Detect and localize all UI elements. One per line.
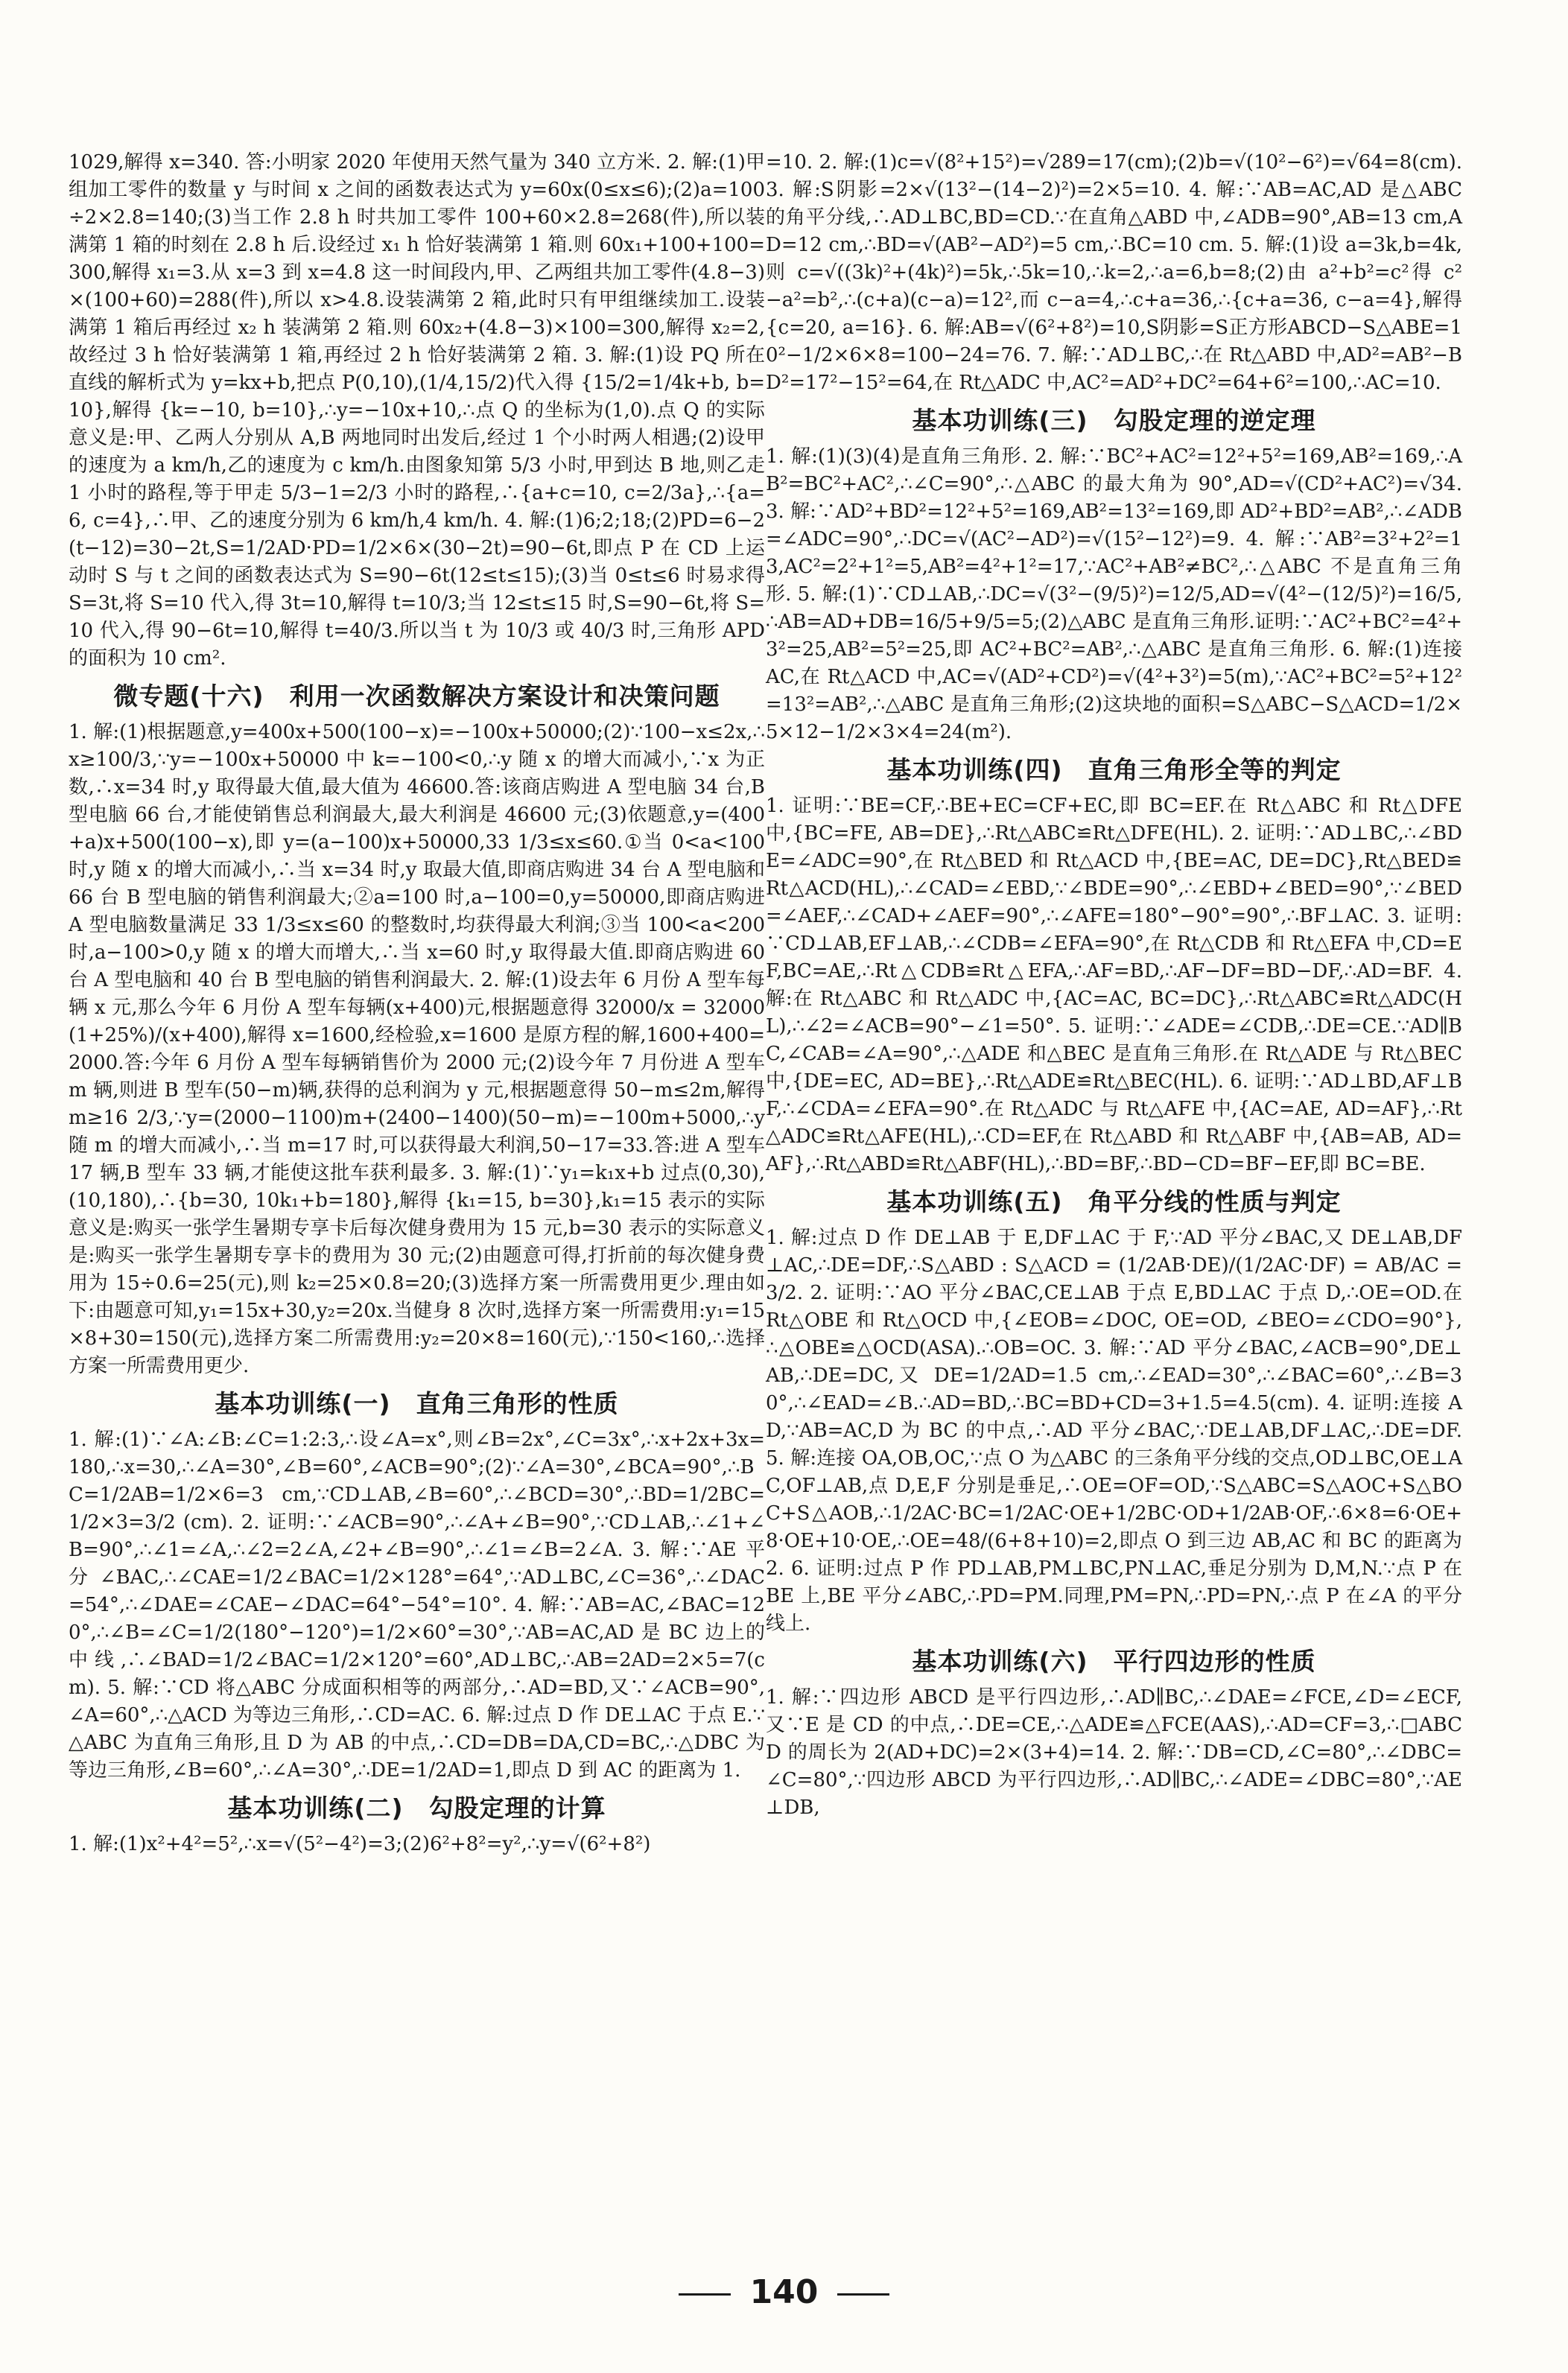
left-column [69, 149, 765, 1864]
answer-paragraph: =10. 2. 解:(1)c=√(8²+15²)=√289=17(cm);(2)b=√(10²−6²)=√64=8(cm). 3. 解:S阴影=2×√(13²−(14−2)²)=2×5=10. 4. 解:∵AB=AC,AD 是△ABC 的角平分线,∴AD⊥BC,BD=CD.∵在直角△ABD 中,∠ADB=90°,AB=13 cm,AD=12 cm,∴BD=√(AB²−AD²)=5 cm,∴BC=10 cm. 5. 解:(1)设 a=3k,b=4k,则 c=√((3k)²+(4k)²)=5k,∴5k=10,∴k=2,∴a=6,b=8;(2)由 a²+b²=c²得 c²−a²=b²,∴(c+a)(c−a)=12²,而 c−a=4,∴c+a=36,∴{c+a=36, c−a=4},解得 {c=20, a=16}. 6. 解:AB=√(6²+8²)=10,S阴影=S正方形ABCD−S△ABE=10²−1/2×6×8=100−24=76. 7. 解:∵AD⊥BC,∴在 Rt△ABD 中,AD²=AB²−BD²=17²−15²=64,在 Rt△ADC 中,AC²=AD²+DC²=64+6²=100,∴AC=10. [766, 151, 1462, 394]
footer-dash-right [837, 2293, 889, 2296]
section-heading: 基本功训练(二) 勾股定理的计算 [227, 1794, 606, 1823]
page-number-footer [0, 2273, 1568, 2311]
answer-paragraph: 1. 解:(1)根据题意,y=400x+500(100−x)=−100x+50000;(2)∵100−x≤2x,∴x≥100/3,∵y=−100x+50000 中 k=−100<0,∴y 随 x 的增大而减小,∵x 为正数,∴x=34 时,y 取得最大值,最大值为 46600.答:该商店购进 A 型电脑 34 台,B 型电脑 66 台,才能使销售总利润最大,最大利润是 46600 元;(3)依题意,y=(400+a)x+500(100−x),即 y=(a−100)x+50000,33 1/3≤x≤60.①当 0<a<100 时,y 随 x 的增大而减小,∴当 x=34 时,y 取最大值,即商店购进 34 台 A 型电脑和 66 台 B 型电脑的销售利润最大;②a=100 时,a−100=0,y=50000,即商店购进 A 型电脑数量满足 33 1/3≤x≤60 的整数时,均获得最大利润;③当 100<a<200 时,a−100>0,y 随 x 的增大而增大,∴当 x=60 时,y 取得最大值.即商店购进 60 台 A 型电脑和 40 台 B 型电脑的销售利润最大. 2. 解:(1)设去年 6 月份 A 型车每辆 x 元,那么今年 6 月份 A 型车每辆(x+400)元,根据题意得 32000/x = 32000(1+25%)/(x+400),解得 x=1600,经检验,x=1600 是原方程的解,1600+400=2000.答:今年 6 月份 A 型车每辆销售价为 2000 元;(2)设今年 7 月份进 A 型车 m 辆,则进 B 型车(50−m)辆,获得的总利润为 y 元,根据题意得 50−m≤2m,解得 m≥16 2/3,∵y=(2000−1100)m+(2400−1400)(50−m)=−100m+5000,∴y 随 m 的增大而减小,∴当 m=17 时,可以获得最大利润,50−17=33.答:进 A 型车 17 辆,B 型车 33 辆,才能使这批车获利最多. 3. 解:(1)∵y₁=k₁x+b 过点(0,30),(10,180),∴{b=30, 10k₁+b=180},解得 {k₁=15, b=30},k₁=15 表示的实际意义是:购买一张学生暑期专享卡后每次健身费用为 15 元,b=30 表示的实际意义是:购买一张学生暑期专享卡的费用为 30 元;(2)由题意可得,打折前的每次健身费用为 15÷0.6=25(元),则 k₂=25×0.8=20;(3)选择方案一所需费用更少.理由如下:由题意可知,y₁=15x+30,y₂=20x.当健身 8 次时,选择方案一所需费用:y₁=15×8+30=150(元),选择方案二所需费用:y₂=20×8=160(元),∵150<160,∴选择方案一所需费用更少. [69, 721, 765, 1377]
answer-paragraph: 1. 解:过点 D 作 DE⊥AB 于 E,DF⊥AC 于 F,∵AD 平分∠BAC,又 DE⊥AB,DF⊥AC,∴DE=DF,∴S△ABD : S△ACD = (1/2AB·DE)/(1/2AC·DF) = AB/AC = 3/2. 2. 证明:∵AO 平分∠BAC,CE⊥AB 于点 E,BD⊥AC 于点 D,∴OE=OD.在 Rt△OBE 和 Rt△OCD 中,{∠EOB=∠DOC, OE=OD, ∠BEO=∠CDO=90°},∴△OBE≌△OCD(ASA).∴OB=OC. 3. 解:∵AD 平分∠BAC,∠ACB=90°,DE⊥AB,∴DE=DC,又 DE=1/2AD=1.5 cm,∴∠EAD=30°,∴∠BAC=60°,∴∠B=30°,∴∠EAD=∠B.∴AD=BD,∴BC=BD+CD=3+1.5=4.5(cm). 4. 证明:连接 AD,∵AB=AC,D 为 BC 的中点,∴AD 平分∠BAC,∵DE⊥AB,DF⊥AC,∴DE=DF. 5. 解:连接 OA,OB,OC,∵点 O 为△ABC 的三条角平分线的交点,OD⊥BC,OE⊥AC,OF⊥AB,点 D,E,F 分别是垂足,∴OE=OF=OD,∵S△ABC=S△AOC+S△BOC+S△AOB,∴1/2AC·BC=1/2AC·OE+1/2BC·OD+1/2AB·OF,∴6×8=6·OE+8·OE+10·OE,∴OE=48/(6+8+10)=2,即点 O 到三边 AB,AC 和 BC 的距离为 2. 6. 证明:过点 P 作 PD⊥AB,PM⊥BC,PN⊥AC,垂足分别为 D,M,N.∵点 P 在 BE 上,BE 平分∠ABC,∴PD=PM.同理,PM=PN,∴PD=PN,∴点 P 在∠A 的平分线上. [766, 1227, 1462, 1635]
answer-paragraph: 1029,解得 x=340. 答:小明家 2020 年使用天然气量为 340 立方米. 2. 解:(1)甲组加工零件的数量 y 与时间 x 之间的函数表达式为 y=60x(0≤x≤6);(2)a=100÷2×2.8=140;(3)当工作 2.8 h 时共加工零件 100+60×2.8=268(件),所以装满第 1 箱的时刻在 2.8 h 后.设经过 x₁ h 恰好装满第 1 箱.则 60x₁+100+100=300,解得 x₁=3.从 x=3 到 x=4.8 这一时间段内,甲、乙两组共加工零件(4.8−3)×(100+60)=288(件),所以 x>4.8.设装满第 2 箱,此时只有甲组继续加工.设装满第 1 箱后再经过 x₂ h 装满第 2 箱.则 60x₂+(4.8−3)×100=300,解得 x₂=2,故经过 3 h 恰好装满第 1 箱,再经过 2 h 恰好装满第 2 箱. 3. 解:(1)设 PQ 所在直线的解析式为 y=kx+b,把点 P(0,10),(1/4,15/2)代入得 {15/2=1/4k+b, b=10},解得 {k=−10, b=10},∴y=−10x+10,∴点 Q 的坐标为(1,0).点 Q 的实际意义是:甲、乙两人分别从 A,B 两地同时出发后,经过 1 个小时两人相遇;(2)设甲的速度为 a km/h,乙的速度为 c km/h.由图象知第 5/3 小时,甲到达 B 地,则乙走 1 小时的路程,等于甲走 5/3−1=2/3 小时的路程,∴{a+c=10, c=2/3a},∴{a=6, c=4},∴甲、乙的速度分别为 6 km/h,4 km/h. 4. 解:(1)6;2;18;(2)PD=6−2(t−12)=30−2t,S=1/2AD·PD=1/2×6×(30−2t)=90−6t,即点 P 在 CD 上运动时 S 与 t 之间的函数表达式为 S=90−6t(12≤t≤15);(3)当 0≤t≤6 时易求得 S=3t,将 S=10 代入,得 3t=10,解得 t=10/3;当 12≤t≤15 时,S=90−6t,将 S=10 代入,得 90−6t=10,解得 t=40/3.所以当 t 为 10/3 或 40/3 时,三角形 APD 的面积为 10 cm². [69, 151, 765, 670]
answer-paragraph: 1. 解:∵四边形 ABCD 是平行四边形,∴AD∥BC,∴∠DAE=∠FCE,∠D=∠ECF,又∵E 是 CD 的中点,∴DE=CE,∴△ADE≌△FCE(AAS),∴AD=CF=3,∴□ABCD 的周长为 2(AD+DC)=2×(3+4)=14. 2. 解:∵DB=CD,∠C=80°,∴∠DBC=∠C=80°,∵四边形 ABCD 为平行四边形,∴AD∥BC,∴∠ADE=∠DBC=80°,∵AE⊥DB, [766, 1686, 1462, 1819]
section-heading: 基本功训练(六) 平行四边形的性质 [912, 1647, 1316, 1676]
page-number: 140 [749, 2273, 819, 2311]
section-heading: 基本功训练(五) 角平分线的性质与判定 [886, 1187, 1342, 1216]
section-heading: 基本功训练(一) 直角三角形的性质 [215, 1389, 619, 1418]
answer-paragraph: 1. 解:(1)∵∠A:∠B:∠C=1:2:3,∴设∠A=x°,则∠B=2x°,∠C=3x°,∴x+2x+3x=180,∴x=30,∴∠A=30°,∠B=60°,∠ACB=90°;(2)∵∠A=30°,∠BCA=90°,∴BC=1/2AB=1/2×6=3 cm,∵CD⊥AB,∠B=60°,∴∠BCD=30°,∴BD=1/2BC=1/2×3=3/2 (cm). 2. 证明:∵∠ACB=90°,∴∠A+∠B=90°,∵CD⊥AB,∴∠1+∠B=90°,∴∠1=∠A,∴∠2=2∠A,∠2+∠B=90°,∴∠1=∠B=2∠A. 3. 解:∵AE 平分∠BAC,∴∠CAE=1/2∠BAC=1/2×128°=64°,∵AD⊥BC,∠C=36°,∴∠DAC=54°,∴∠DAE=∠CAE−∠DAC=64°−54°=10°. 4. 解:∵AB=AC,∠BAC=120°,∴∠B=∠C=1/2(180°−120°)=1/2×60°=30°,∵AB=AC,AD 是 BC 边上的中线,∴∠BAD=1/2∠BAC=1/2×120°=60°,AD⊥BC,∴AB=2AD=2×5=7(cm). 5. 解:∵CD 将△ABC 分成面积相等的两部分,∴AD=BD,又∵∠ACB=90°,∠A=60°,∴△ACD 为等边三角形,∴CD=AC. 6. 解:过点 D 作 DE⊥AC 于点 E.∵△ABC 为直角三角形,且 D 为 AB 的中点,∴CD=DB=DA,CD=BC,∴△DBC 为等边三角形,∠B=60°,∴∠A=30°,∴DE=1/2AD=1,即点 D 到 AC 的距离为 1. [69, 1429, 765, 1782]
answer-paragraph: 1. 证明:∵BE=CF,∴BE+EC=CF+EC,即 BC=EF.在 Rt△ABC 和 Rt△DFE 中,{BC=FE, AB=DE},∴Rt△ABC≌Rt△DFE(HL). 2. 证明:∵AD⊥BC,∴∠BDE=∠ADC=90°,在 Rt△BED 和 Rt△ACD 中,{BE=AC, DE=DC},Rt△BED≌Rt△ACD(HL),∴∠CAD=∠EBD,∵∠BDE=90°,∴∠EBD+∠BED=90°,∵∠BED=∠AEF,∴∠CAD+∠AEF=90°,∴∠AFE=180°−90°=90°,∴BF⊥AC. 3. 证明:∵CD⊥AB,EF⊥AB,∴∠CDB=∠EFA=90°,在 Rt△CDB 和 Rt△EFA 中,CD=EF,BC=AE,∴Rt△CDB≌Rt△EFA,∴AF=BD,∴AF−DF=BD−DF,∴AD=BF. 4. 解:在 Rt△ABC 和 Rt△ADC 中,{AC=AC, BC=DC},∴Rt△ABC≌Rt△ADC(HL),∴∠2=∠ACB=90°−∠1=50°. 5. 证明:∵∠ADE=∠CDB,∴DE=CE.∵AD∥BC,∠CAB=∠A=90°,∴△ADE 和△BEC 是直角三角形.在 Rt△ADE 与 Rt△BEC 中,{DE=EC, AD=BE},∴Rt△ADE≌Rt△BEC(HL). 6. 证明:∵AD⊥BD,AF⊥BF,∴∠CDA=∠EFA=90°.在 Rt△ADC 与 Rt△AFE 中,{AC=AE, AD=AF},∴Rt△ADC≌Rt△AFE(HL),∴CD=EF,在 Rt△ABD 和 Rt△ABF 中,{AB=AB, AD=AF},∴Rt△ABD≌Rt△ABF(HL),∴BD=BF,∴BD−CD=BF−EF,即 BC=BE. [766, 795, 1462, 1175]
answer-paragraph: 1. 解:(1)(3)(4)是直角三角形. 2. 解:∵BC²+AC²=12²+5²=169,AB²=169,∴AB²=BC²+AC²,∴∠C=90°,∴△ABC 的最大角为 90°,AD=√(CD²+AC²)=√34. 3. 解:∵AD²+BD²=12²+5²=169,AB²=13²=169,即 AD²+BD²=AB²,∴∠ADB=∠ADC=90°,∴DC=√(AC²−AD²)=√(15²−12²)=9. 4. 解:∵AB²=3²+2²=13,AC²=2²+1²=5,AB²=4²+1²=17,∵AC²+AB²≠BC²,∴△ABC 不是直角三角形. 5. 解:(1)∵CD⊥AB,∴DC=√(3²−(9/5)²)=12/5,AD=√(4²−(12/5)²)=16/5,∴AB=AD+DB=16/5+9/5=5;(2)△ABC 是直角三角形.证明:∵AC²+BC²=4²+3²=25,AB²=5²=25,即 AC²+BC²=AB²,∴△ABC 是直角三角形. 6. 解:(1)连接 AC,在 Rt△ACD 中,AC=√(AD²+CD²)=√(4²+3²)=5(m),∵AC²+BC²=5²+12²=13²=AB²,∴△ABC 是直角三角形;(2)这块地的面积=S△ABC−S△ACD=1/2×5×12−1/2×3×4=24(m²). [766, 445, 1462, 743]
section-heading: 基本功训练(三) 勾股定理的逆定理 [912, 406, 1316, 435]
footer-dash-left [679, 2293, 731, 2296]
answer-paragraph: 1. 解:(1)x²+4²=5²,∴x=√(5²−4²)=3;(2)6²+8²=y²,∴y=√(6²+8²) [69, 1833, 651, 1855]
section-heading: 微专题(十六) 利用一次函数解决方案设计和决策问题 [113, 682, 720, 711]
section-heading: 基本功训练(四) 直角三角形全等的判定 [886, 755, 1342, 784]
right-column [766, 149, 1462, 1828]
